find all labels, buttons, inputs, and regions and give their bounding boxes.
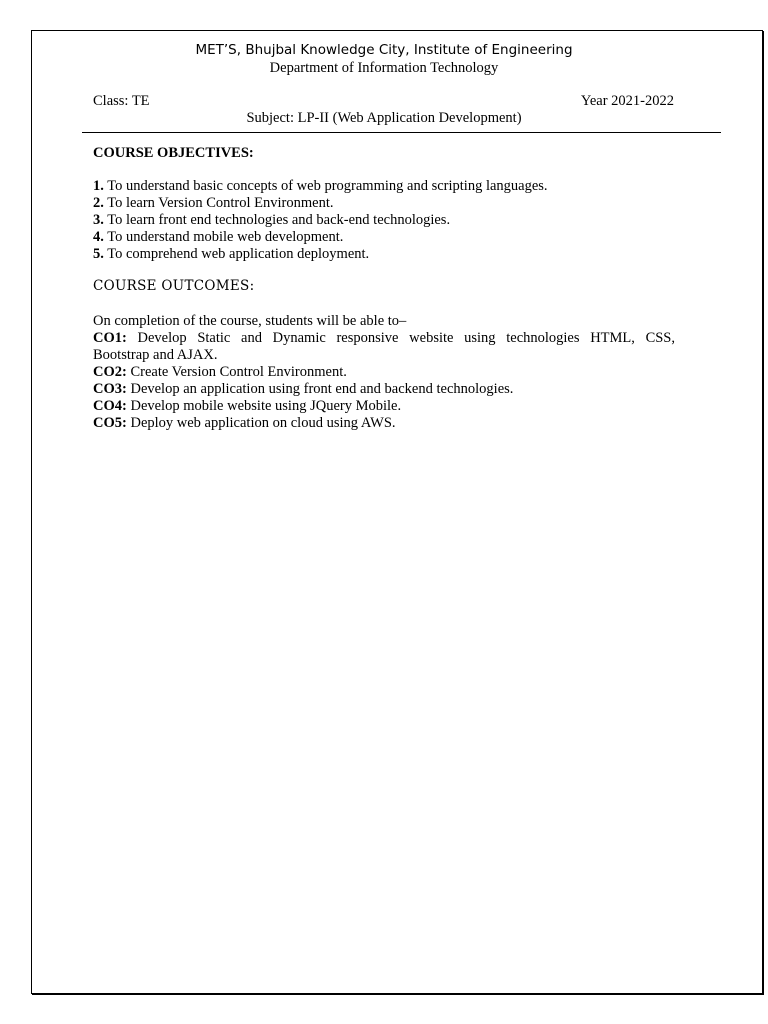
list-item: [93, 398, 675, 415]
list-item: [93, 330, 675, 347]
outcomes-list: [93, 313, 675, 432]
item-number: 3.: [93, 212, 104, 228]
list-item: [93, 195, 675, 212]
outcome-code: CO3:: [93, 381, 127, 397]
item-text: Develop mobile website using JQuery Mobile.: [126, 398, 402, 414]
item-text: To comprehend web application deployment.: [103, 246, 370, 262]
item-text: Deploy web application on cloud using AWS.: [126, 415, 396, 431]
list-item-continuation: Bootstrap and AJAX.: [93, 347, 218, 363]
list-item: [93, 229, 675, 246]
institution-name: MET’S, Bhujbal Knowledge City, Institute of Engineering: [195, 42, 573, 58]
outcome-code: CO4:: [93, 398, 127, 414]
item-text: Develop an application using front end and backend technologies.: [126, 381, 514, 397]
subject-label: Subject: LP-II (Web Application Development): [246, 110, 522, 126]
outcomes-intro: On completion of the course, students will be able to–: [93, 313, 407, 329]
item-number: 1.: [93, 178, 104, 194]
class-label: Class: TE: [93, 93, 150, 109]
item-number: 2.: [93, 195, 104, 211]
item-text: Develop Static and Dynamic responsive website using technologies HTML, CSS,: [126, 330, 675, 346]
outcome-code: CO1:: [93, 330, 127, 346]
department-name: Department of Information Technology: [269, 60, 499, 76]
outcome-code: CO2:: [93, 364, 127, 380]
header-divider: [82, 132, 721, 133]
list-item: [93, 178, 675, 195]
list-item: [93, 364, 675, 381]
item-text: To learn Version Control Environment.: [103, 195, 334, 211]
year-label: Year 2021-2022: [580, 93, 674, 109]
list-item: [93, 381, 675, 398]
outcome-code: CO5:: [93, 415, 127, 431]
course-objectives-heading: COURSE OBJECTIVES:: [93, 145, 254, 161]
page-border: [31, 30, 763, 994]
list-item: [93, 246, 675, 263]
item-text: To understand basic concepts of web programming and scripting languages.: [103, 178, 548, 194]
item-text: Create Version Control Environment.: [126, 364, 347, 380]
course-outcomes-heading: COURSE OUTCOMES:: [93, 278, 255, 294]
list-item: [93, 415, 675, 432]
list-item: [93, 212, 675, 229]
item-number: 4.: [93, 229, 104, 245]
item-text: To understand mobile web development.: [103, 229, 344, 245]
item-text: To learn front end technologies and back-end technologies.: [103, 212, 451, 228]
item-number: 5.: [93, 246, 104, 262]
objectives-list: [93, 178, 675, 263]
